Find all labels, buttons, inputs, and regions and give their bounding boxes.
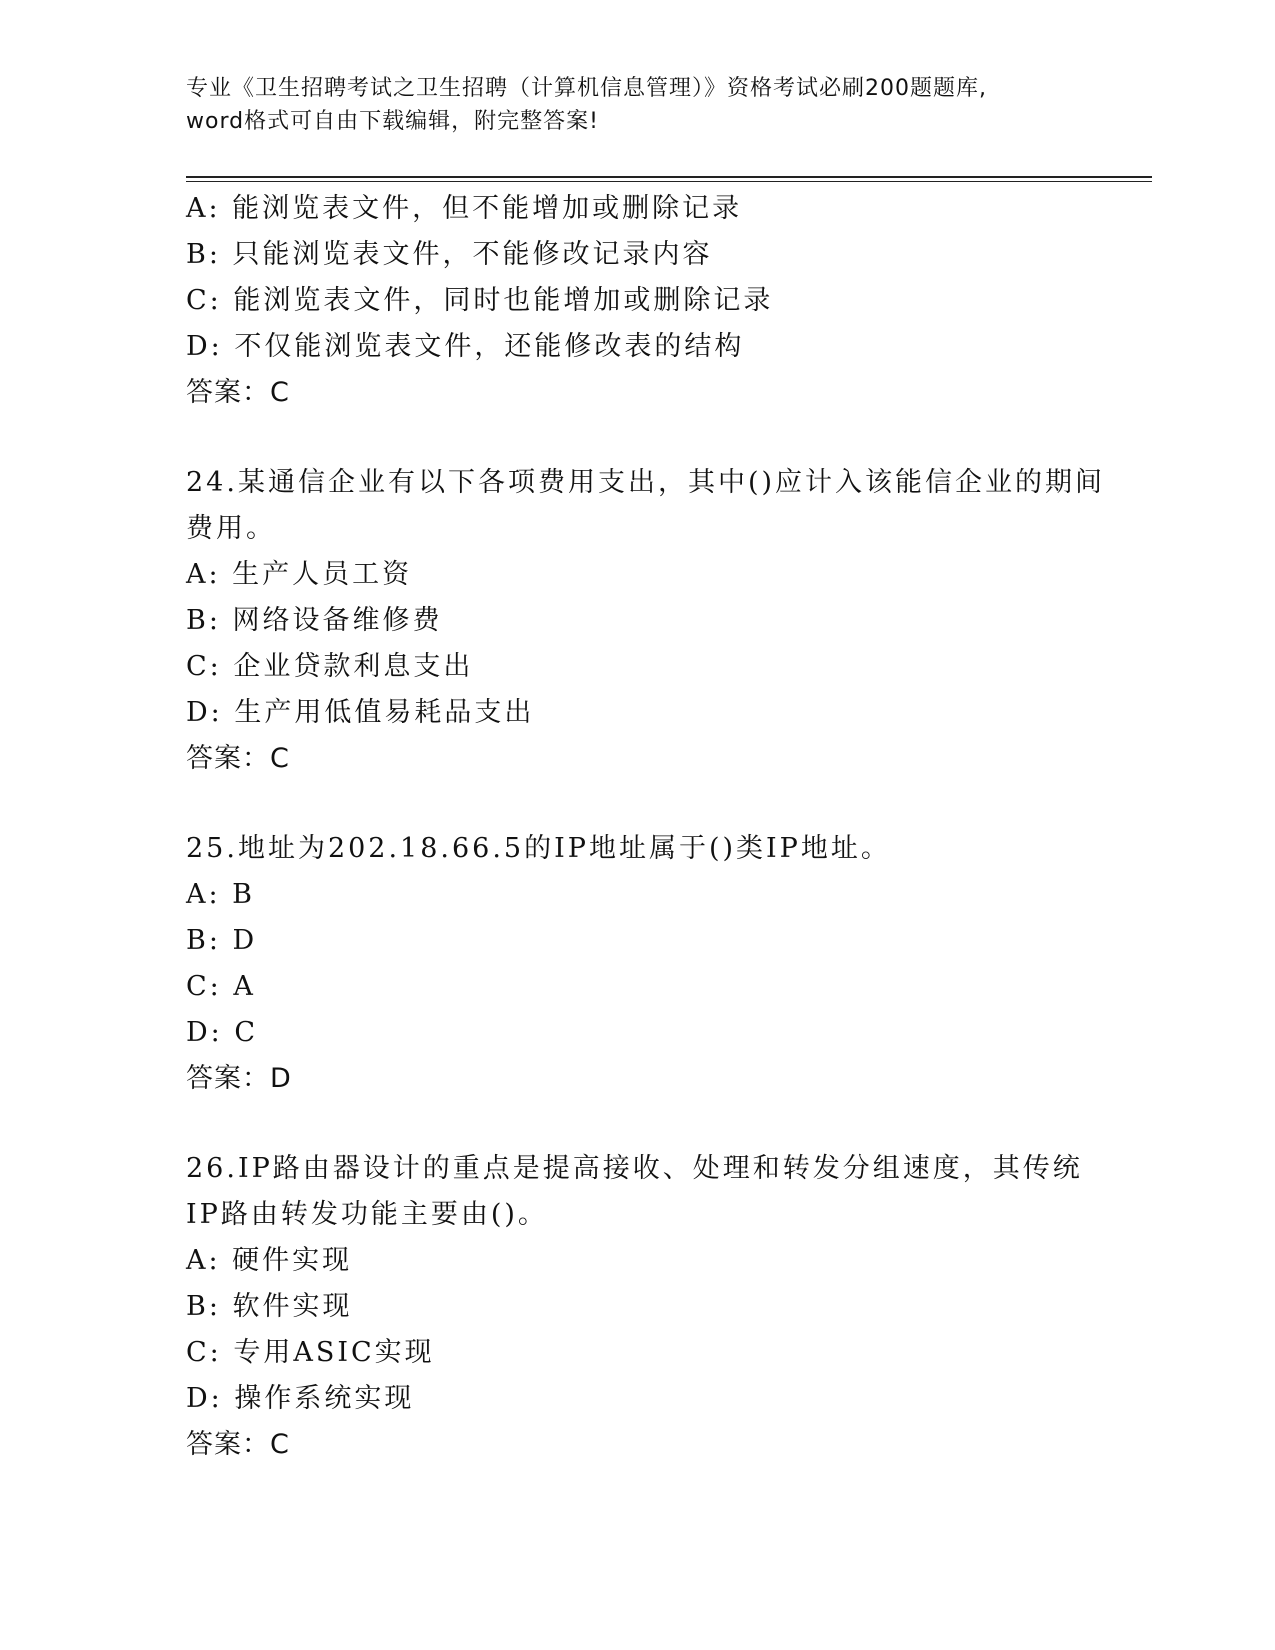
option-d: D: 生产用低值易耗品支出: [186, 697, 535, 728]
option-c: C: 专用ASIC实现: [186, 1337, 435, 1368]
option-b: B: 软件实现: [186, 1291, 353, 1322]
question-text-line-2: IP路由转发功能主要由()。: [186, 1199, 548, 1230]
spacer: [186, 416, 1086, 460]
option-c: C: 企业贷款利息支出: [186, 651, 474, 682]
document-header: [186, 72, 1066, 138]
header-title-line-1: 专业《卫生招聘考试之卫生招聘（计算机信息管理）》资格考试必刷200题题库,: [186, 76, 987, 101]
question-23: [186, 186, 1086, 416]
option-a: A: 生产人员工资: [186, 559, 413, 590]
answer: 答案：C: [186, 743, 290, 774]
question-26: [186, 1146, 1086, 1468]
answer: 答案：C: [186, 1429, 290, 1460]
answer: 答案：C: [186, 377, 290, 408]
option-b: B: 只能浏览表文件，不能修改记录内容: [186, 239, 713, 270]
option-b: B: 网络设备维修费: [186, 605, 443, 636]
question-text-line-1: 25.地址为202.18.66.5的IP地址属于()类IP地址。: [186, 833, 891, 864]
option-d: D: 不仅能浏览表文件，还能修改表的结构: [186, 331, 745, 362]
option-a: A: 能浏览表文件，但不能增加或删除记录: [186, 193, 743, 224]
question-list: [186, 186, 1106, 1468]
question-text-line-2: 费用。: [186, 513, 276, 544]
option-d: D: C: [186, 1017, 258, 1048]
option-b: B: D: [186, 925, 258, 956]
question-24: [186, 460, 1106, 782]
header-title-line-2: word格式可自由下载编辑，附完整答案!: [186, 109, 599, 134]
option-a: A: 硬件实现: [186, 1245, 353, 1276]
option-c: C: A: [186, 971, 256, 1002]
option-d: D: 操作系统实现: [186, 1383, 415, 1414]
header-divider: [186, 176, 1152, 182]
spacer: [186, 1102, 1086, 1146]
answer: 答案：D: [186, 1063, 292, 1094]
question-text-line-1: 26.IP路由器设计的重点是提高接收、处理和转发分组速度，其传统: [186, 1153, 1083, 1184]
question-text-line-1: 24.某通信企业有以下各项费用支出，其中()应计入该能信企业的期间: [186, 467, 1106, 498]
question-25: [186, 826, 1086, 1102]
spacer: [186, 782, 1086, 826]
option-c: C: 能浏览表文件，同时也能增加或删除记录: [186, 285, 774, 316]
option-a: A: B: [186, 879, 256, 910]
